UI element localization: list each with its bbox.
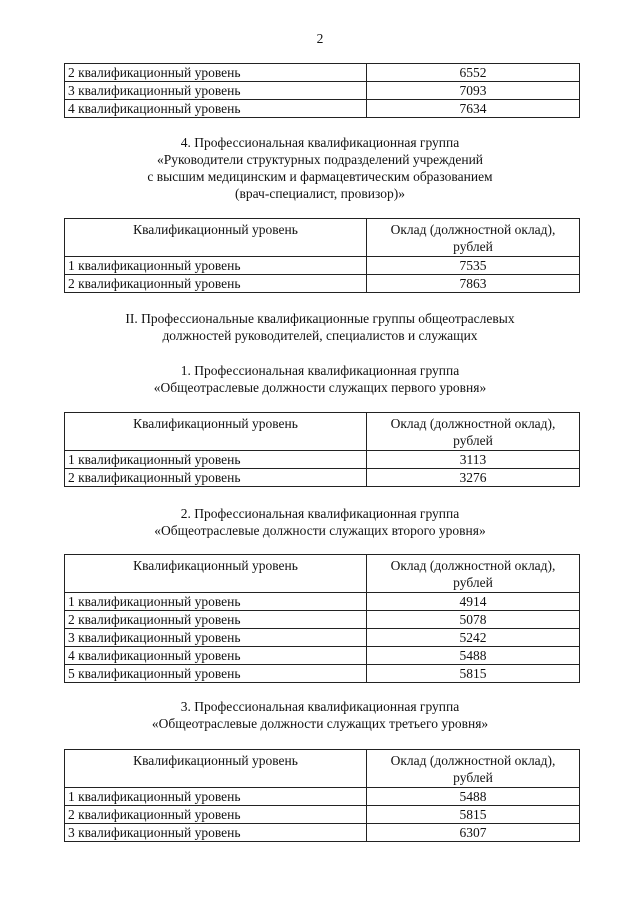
level-cell: 2 квалификационный уровень <box>65 806 367 824</box>
level-cell: 2 квалификационный уровень <box>65 275 367 293</box>
group2-heading <box>0 505 640 539</box>
table-row <box>65 469 580 487</box>
table-row <box>65 629 580 647</box>
salary-cell: 7535 <box>367 257 580 275</box>
salary-header-line: рублей <box>453 575 493 590</box>
salary-header <box>367 413 580 451</box>
salary-header <box>367 750 580 788</box>
salary-cell: 5815 <box>367 806 580 824</box>
table-row <box>65 82 580 100</box>
table-row <box>65 593 580 611</box>
heading-line: 3. Профессиональная квалификационная группа <box>180 699 460 714</box>
salary-header-line: Оклад (должностной оклад), <box>390 753 556 768</box>
table-row <box>65 788 580 806</box>
level-cell: 3 квалификационный уровень <box>65 824 367 842</box>
group2-table <box>64 554 580 683</box>
salary-header-line: Оклад (должностной оклад), <box>390 558 556 573</box>
table-row <box>65 64 580 82</box>
salary-cell: 6307 <box>367 824 580 842</box>
section2-heading <box>0 310 640 344</box>
heading-line: II. Профессиональные квалификационные группы общеотраслевых <box>125 311 515 326</box>
level-cell: 4 квалификационный уровень <box>65 647 367 665</box>
salary-cell: 6552 <box>367 64 580 82</box>
table-row <box>65 824 580 842</box>
salary-header-line: Оклад (должностной оклад), <box>390 222 556 237</box>
heading-line: 1. Профессиональная квалификационная группа <box>180 363 460 378</box>
heading-line: «Общеотраслевые должности служащих второго уровня» <box>154 523 486 538</box>
table-row <box>65 257 580 275</box>
table-header-row <box>65 750 580 788</box>
table-row <box>65 806 580 824</box>
level-cell: 5 квалификационный уровень <box>65 665 367 683</box>
salary-cell: 3113 <box>367 451 580 469</box>
salary-cell: 5488 <box>367 647 580 665</box>
table-row <box>65 100 580 118</box>
salary-table-continued <box>64 63 580 118</box>
level-cell: 2 квалификационный уровень <box>65 611 367 629</box>
table-row <box>65 665 580 683</box>
salary-cell: 5242 <box>367 629 580 647</box>
salary-header-line: рублей <box>453 433 493 448</box>
heading-line: «Общеотраслевые должности служащих третьего уровня» <box>151 716 489 731</box>
group1-table <box>64 412 580 487</box>
salary-cell: 5488 <box>367 788 580 806</box>
heading-line: «Руководители структурных подразделений учреждений <box>156 152 484 167</box>
group4-table <box>64 218 580 293</box>
level-cell: 1 квалификационный уровень <box>65 451 367 469</box>
salary-header <box>367 219 580 257</box>
level-cell: 4 квалификационный уровень <box>65 100 367 118</box>
salary-cell: 4914 <box>367 593 580 611</box>
level-cell: 2 квалификационный уровень <box>65 469 367 487</box>
salary-header-line: Оклад (должностной оклад), <box>390 416 556 431</box>
level-cell: 1 квалификационный уровень <box>65 788 367 806</box>
level-cell: 3 квалификационный уровень <box>65 629 367 647</box>
page-number: 2 <box>316 31 324 46</box>
group4-heading <box>0 134 640 202</box>
level-cell: 2 квалификационный уровень <box>65 64 367 82</box>
salary-header <box>367 555 580 593</box>
level-header: Квалификационный уровень <box>65 413 367 451</box>
salary-cell: 3276 <box>367 469 580 487</box>
level-cell: 1 квалификационный уровень <box>65 593 367 611</box>
salary-header-line: рублей <box>453 239 493 254</box>
table-header-row <box>65 413 580 451</box>
salary-header-line: рублей <box>453 770 493 785</box>
table-row <box>65 451 580 469</box>
level-header: Квалификационный уровень <box>65 750 367 788</box>
group3-heading <box>0 698 640 732</box>
level-header: Квалификационный уровень <box>65 219 367 257</box>
heading-line: (врач-специалист, провизор)» <box>234 186 406 201</box>
level-cell: 3 квалификационный уровень <box>65 82 367 100</box>
salary-cell: 5078 <box>367 611 580 629</box>
heading-line: 2. Профессиональная квалификационная группа <box>180 506 460 521</box>
heading-line: «Общеотраслевые должности служащих первого уровня» <box>153 380 487 395</box>
salary-cell: 7093 <box>367 82 580 100</box>
table-row <box>65 647 580 665</box>
table-row <box>65 611 580 629</box>
level-cell: 1 квалификационный уровень <box>65 257 367 275</box>
table-header-row <box>65 555 580 593</box>
group3-table <box>64 749 580 842</box>
level-header: Квалификационный уровень <box>65 555 367 593</box>
heading-line: с высшим медицинским и фармацевтическим образованием <box>147 169 493 184</box>
heading-line: должностей руководителей, специалистов и служащих <box>162 328 478 343</box>
group1-heading <box>0 362 640 396</box>
heading-line: 4. Профессиональная квалификационная группа <box>180 135 460 150</box>
table-header-row <box>65 219 580 257</box>
salary-cell: 7634 <box>367 100 580 118</box>
salary-cell: 5815 <box>367 665 580 683</box>
table-row <box>65 275 580 293</box>
salary-cell: 7863 <box>367 275 580 293</box>
